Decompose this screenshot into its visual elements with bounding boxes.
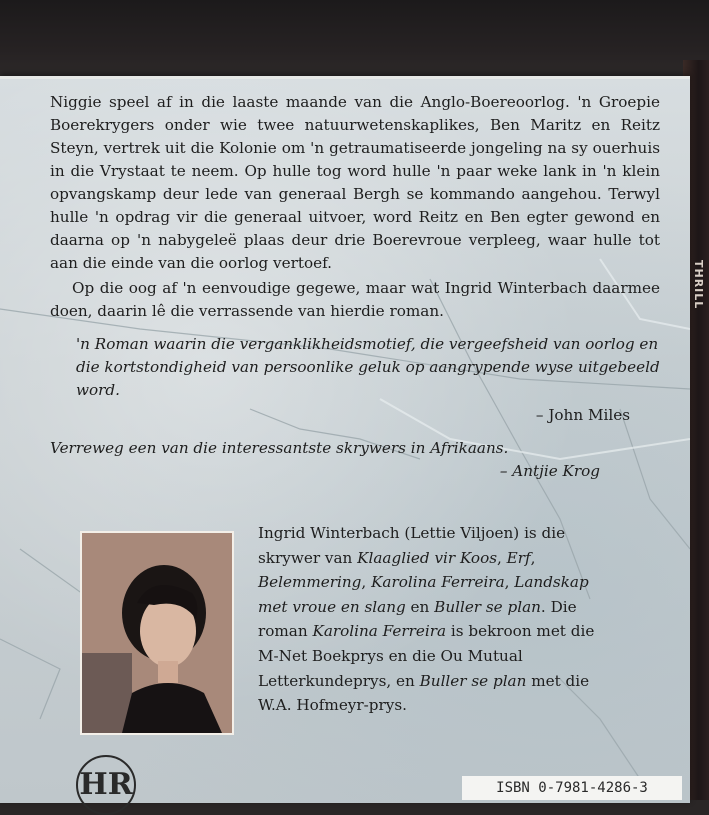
bio-title: Belemmering [258, 573, 362, 592]
bio-title: Buller se plan [434, 597, 541, 616]
quote-1-author: – John Miles [535, 406, 630, 424]
blurb-paragraph-1: Niggie speel af in die laaste maande van die Anglo-Boereoorlog. 'n Groepie Boerekrygers onder wie twee natuurwetenskaplikes, Ben Maritz en Reitz Steyn, vertrek uit die Kolonie om 'n getraumatiseerde jongeling na sy ouerhuis in die Vrystaat te neem. Op hulle tog word hulle 'n paar weke lank in 'n klein opvangskamp deur lede van generaal Bergh se kommando aangehou. Terwyl hulle 'n opdrag vir die generaal uitvoer, word Reitz en Ben egter gewond en daarna op 'n nabygeleë plaas deur drie Boerevroue verpleeg, waar hulle tot aan die einde van die oorlog vertoef. [50, 93, 660, 272]
bio-sep: , [497, 548, 507, 567]
bio-sep: , [361, 573, 372, 592]
blurb-paragraph-2: Op die oog af 'n eenvoudige gegewe, maar wat Ingrid Winterbach daarmee doen, daarin lê die verrassende van hierdie roman. [50, 279, 660, 320]
author-bio [258, 521, 598, 718]
bio-title: Landskap met vroue en slang [258, 573, 589, 616]
bio-title: Buller se plan [419, 671, 527, 690]
bio-text: . Die roman [258, 597, 577, 641]
quote-2-author: – Antjie Krog [499, 462, 600, 480]
back-cover [0, 76, 690, 803]
bio-title: Karolina Ferreira [312, 622, 447, 641]
bio-sep: , [504, 573, 515, 592]
publisher-logo: HR [76, 755, 136, 815]
review-quote-2 [50, 437, 660, 483]
bio-text: met die W.A. Hofmeyr-prys. [258, 671, 590, 715]
table-surface [0, 0, 709, 84]
blurb [50, 91, 660, 483]
bio-title: Erf [506, 548, 531, 567]
author-photo [80, 531, 234, 735]
quote-1-text: 'n Roman waarin die verganklikheidsmotief, die vergeefsheid van oorlog en die kortstondigheid van persoonlike geluk op aangrypende wyse uitgebeeld word. [76, 335, 660, 399]
review-quote-1 [76, 333, 660, 427]
isbn-label: ISBN 0-7981-4286-3 [462, 776, 682, 800]
spine-text: THRILL [692, 260, 705, 310]
bio-sep: en [405, 597, 435, 616]
bio-intro: Ingrid Winterbach (Lettie Viljoen) is die skrywer van [258, 524, 566, 567]
bio-text: is bekroon met die M-Net Boekprys en die Ou Mutual Letterkundeprys, en [258, 622, 595, 690]
bio-title: Karolina Ferreira [371, 573, 505, 592]
bio-title: Klaaglied vir Koos [357, 548, 498, 567]
quote-2-text: Verreweg een van die interessantste skrywers in Afrikaans. [50, 439, 509, 457]
bio-sep: , [530, 548, 536, 567]
